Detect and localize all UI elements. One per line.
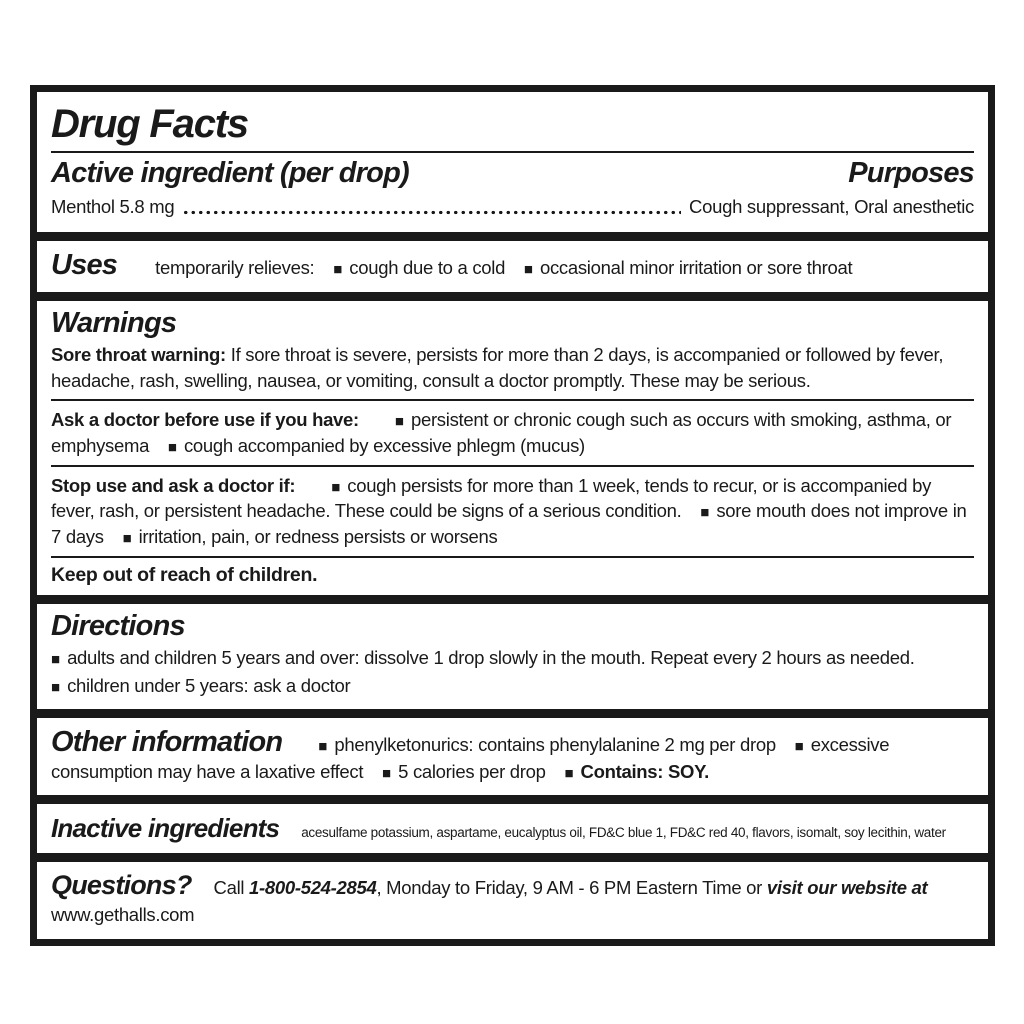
active-ingredient-section — [37, 153, 988, 232]
directions-bullet-item — [51, 673, 974, 699]
drug-facts-panel — [30, 85, 995, 946]
uses-bullet-text: cough due to a cold — [349, 256, 506, 278]
divider-thick — [37, 795, 988, 804]
divider-thick — [37, 232, 988, 241]
divider-thick — [37, 709, 988, 718]
ask-doctor-lead: Ask a doctor before use if you have: — [51, 409, 359, 431]
stop-use-bullet-text: cough persists for more than 1 week, tends to recur, or is accompanied by fever, rash, or persistent headache. These could be signs of a serious condition. — [51, 474, 932, 522]
bullet-square-icon: ■ — [167, 439, 177, 457]
purposes-heading: Purposes — [848, 156, 974, 189]
keep-out-of-reach: Keep out of reach of children. — [51, 563, 318, 586]
stop-use-bullet-text: irritation, pain, or redness persists or worsens — [138, 526, 498, 548]
ask-doctor-bullet-text: cough accompanied by excessive phlegm (mucus) — [183, 435, 585, 457]
inactive-ingredients-heading: Inactive ingredients — [51, 812, 280, 843]
bullet-square-icon: ■ — [700, 504, 710, 522]
questions-section — [37, 862, 988, 939]
directions-bullet-text: adults and children 5 years and over: dissolve 1 drop slowly in the mouth. Repeat every 2 hours as needed. — [67, 647, 915, 669]
ingredient-name: Menthol 5.8 mg — [51, 196, 175, 218]
divider-thick — [37, 853, 988, 862]
other-info-bullet-text: phenylketonurics: contains phenylalanine 2 mg per drop — [334, 733, 776, 755]
directions-bullet-text: children under 5 years: ask a doctor — [67, 674, 351, 696]
hours-text: , Monday to Friday, 9 AM - 6 PM Eastern Time or — [376, 877, 763, 899]
uses-section — [37, 241, 988, 292]
website-url: www.gethalls.com — [51, 903, 195, 925]
other-info-contains-item — [564, 761, 708, 782]
questions-heading: Questions? — [51, 870, 192, 901]
other-info-bullet-text: 5 calories per drop — [398, 760, 546, 782]
divider-thin — [51, 556, 974, 558]
bullet-square-icon: ■ — [564, 764, 574, 782]
uses-bullet-item — [524, 257, 852, 278]
sore-throat-text: If sore throat is severe, persists for more than 2 days, is accompanied or followed by fever, headache, rash, swelling, nausea, or vomiting, consult a doctor promptly. These may be serious. — [51, 344, 944, 391]
bullet-square-icon: ■ — [331, 478, 341, 496]
sore-throat-lead: Sore throat warning: — [51, 344, 226, 366]
divider-thick — [37, 292, 988, 301]
bullet-square-icon: ■ — [318, 737, 328, 755]
other-information-section — [37, 718, 988, 795]
uses-bullet-item — [333, 257, 505, 278]
divider-thick — [37, 595, 988, 604]
divider-thin — [51, 399, 974, 401]
contains-soy-text: Contains: SOY. — [580, 760, 709, 782]
bullet-square-icon: ■ — [122, 530, 132, 548]
stop-use-bullet-text: sore mouth does not improve in 7 days — [51, 500, 967, 548]
bullet-square-icon: ■ — [382, 764, 392, 782]
dotted-leader — [182, 209, 681, 216]
stop-use-warning — [51, 473, 974, 550]
sore-throat-warning — [51, 342, 974, 393]
directions-section — [37, 604, 988, 709]
website-cta: visit our website at — [766, 877, 928, 899]
other-info-bullet-item — [318, 734, 776, 755]
phone-number: 1-800-524-2854 — [249, 877, 377, 899]
ask-doctor-bullet-item — [168, 435, 585, 456]
title-section — [37, 92, 988, 147]
bullet-square-icon: ■ — [523, 260, 533, 278]
bullet-square-icon: ■ — [333, 260, 343, 278]
other-info-bullet-text: excessive consumption may have a laxative effect — [51, 733, 890, 782]
active-ingredient-heading: Active ingredient (per drop) — [51, 156, 409, 189]
uses-intro: temporarily relieves: — [155, 256, 315, 278]
divider-thin — [51, 465, 974, 467]
bullet-square-icon: ■ — [794, 737, 804, 755]
ingredient-purpose: Cough suppressant, Oral anesthetic — [689, 196, 974, 218]
inactive-ingredients-list: acesulfame potassium, aspartame, eucalyptus oil, FD&C blue 1, FD&C red 40, flavors, isomalt, soy lecithin, water — [301, 824, 946, 840]
ask-doctor-warning — [51, 407, 974, 458]
directions-heading: Directions — [51, 609, 185, 642]
stop-use-lead: Stop use and ask a doctor if: — [51, 474, 296, 496]
inactive-ingredients-section — [37, 804, 988, 854]
uses-heading: Uses — [51, 248, 118, 281]
directions-bullet-item — [51, 645, 974, 671]
bullet-square-icon: ■ — [394, 413, 404, 431]
stop-use-bullet-item — [123, 526, 498, 547]
other-information-heading: Other information — [51, 725, 283, 758]
uses-bullet-text: occasional minor irritation or sore throat — [539, 256, 853, 278]
warnings-section — [37, 301, 988, 595]
panel-title: Drug Facts — [51, 102, 248, 146]
other-info-bullet-item — [382, 761, 546, 782]
ask-doctor-bullet-text: persistent or chronic cough such as occurs with smoking, asthma, or emphysema — [51, 409, 952, 457]
bullet-square-icon: ■ — [51, 678, 61, 696]
call-label: Call — [213, 877, 245, 899]
warnings-heading: Warnings — [51, 307, 177, 339]
bullet-square-icon: ■ — [51, 651, 61, 669]
